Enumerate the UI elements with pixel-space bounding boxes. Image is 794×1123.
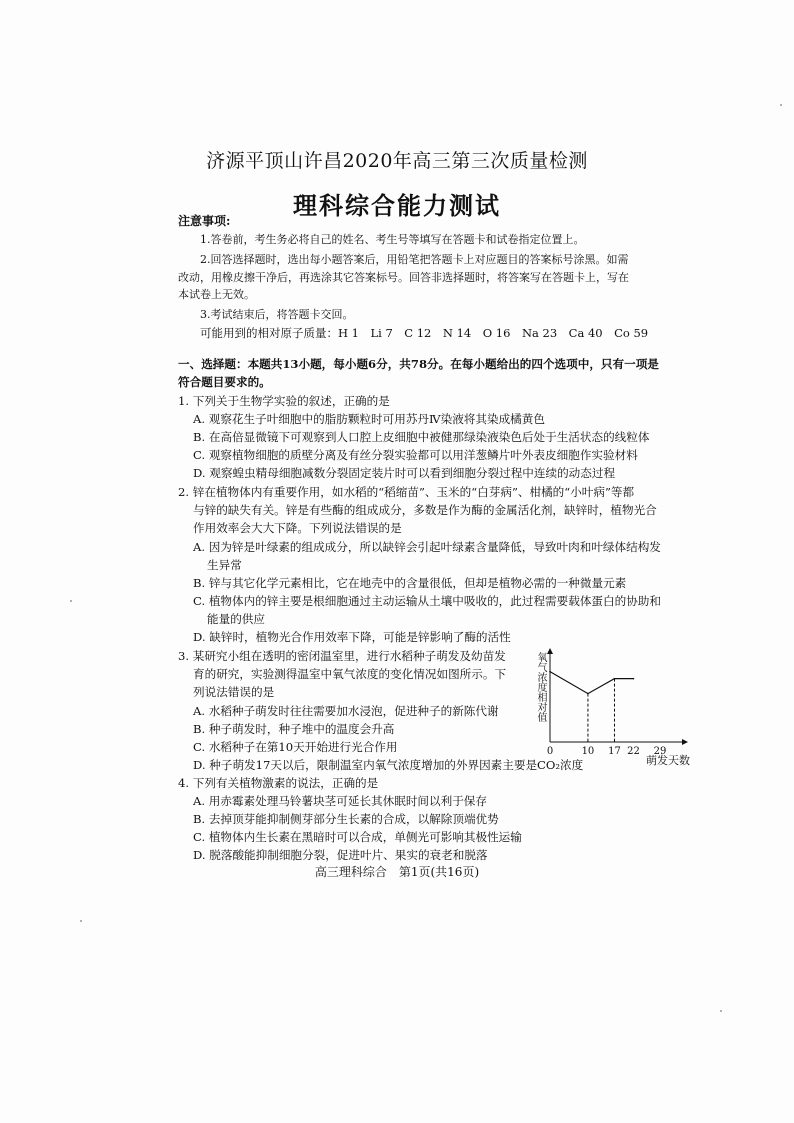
data-point [614,678,616,680]
section-heading-line1: 一、选择题：本题共13小题，每小题6分，共78分。在每小题给出的四个选项中，只有一项是 [178,357,659,371]
x-tick-label: 10 [581,746,595,757]
x-tick-label: 22 [627,746,640,757]
q2-option-a-line1: A. 因为锌是叶绿素的组成成分，所以缺锌会引起叶绿素含量降低，导致叶肉和叶绿体结构发 [193,540,661,554]
q4-option-a: A. 用赤霉素处理马铃薯块茎可延长其休眠时间以利于保存 [193,794,487,808]
q1-stem: 1. 下列关于生物学实验的叙述，正确的是 [178,394,390,408]
q2-option-c-line2: 能量的供应 [207,612,265,626]
q2-stem-line3: 作用效率会大大下降。下列说法错误的是 [193,521,402,535]
q2-option-a-line2: 生异常 [207,558,242,572]
note-1: 1.答卷前，考生务必将自己的姓名、考生号等填写在答题卡和试卷指定位置上。 [200,233,585,246]
q4-option-b: B. 去掉顶芽能抑制侧芽部分生长素的合成，以解除顶端优势 [193,812,499,826]
q2-option-d: D. 缺锌时，植物光合作用效率下降，可能是锌影响了酶的活性 [193,630,511,644]
q3-option-a: A. 水稻种子萌发时往往需要加水浸泡，促进种子的新陈代谢 [193,704,499,718]
q3-stem-line1: 3. 某研究小组在透明的密闭温室里，进行水稻种子萌发及幼苗发 [178,649,506,663]
scan-speck [720,1010,722,1012]
chart-y-label: 氧气浓度相对值 [535,652,546,722]
q4-option-c: C. 植物体内生长素在黑暗时可以合成，单侧光可影响其极性运输 [193,830,522,844]
q3-option-d: D. 种子萌发17天以后，限制温室内氧气浓度增加的外界因素主要是CO₂浓度 [193,758,584,772]
note-2-line3: 本试卷上无效。 [178,288,255,301]
q3-option-b: B. 种子萌发时，种子堆中的温度会升高 [193,722,395,736]
q2-option-c-line1: C. 植物体内的锌主要是根细胞通过主动运输从土壤中吸收的，此过程需要载体蛋白的协助和 [193,594,661,608]
note-3: 3.考试结束后，将答题卡交回。 [200,308,354,321]
note-2-line2: 改动，用橡皮擦干净后，再选涂其它答案标号。回答非选择题时，将答案写在答题卡上，写在 [178,271,629,284]
exam-subtitle: 理科综合能力测试 [293,191,501,220]
scan-speck [780,104,782,106]
q2-option-b: B. 锌与其它化学元素相比，它在地壳中的含量很低，但却是植物必需的一种微量元素 [193,576,627,590]
note-2-line1: 2.回答选择题时，选出每小题答案后，用铅笔把答题卡上对应题目的答案标号涂黑。如需 [200,253,629,266]
x-tick-label: 0 [546,746,554,757]
q4-option-d: D. 脱落酸能抑制细胞分裂，促进叶片、果实的衰老和脱落 [193,848,488,862]
exam-title: 济源平顶山许昌2020年高三第三次质量检测 [206,150,588,172]
q1-option-c: C. 观察植物细胞的质壁分离及有丝分裂实验都可以用洋葱鳞片叶外表皮细胞作实验材料 [193,448,638,462]
data-point [549,671,551,673]
x-axis-label: 萌发天数 [646,754,690,766]
scan-speck [80,920,82,922]
oxygen-chart [526,646,708,766]
x-tick-label: 17 [608,746,621,757]
section-heading-line2: 符合题目要求的。 [178,375,271,389]
x-tick-label: 29 [653,746,667,757]
q2-stem-line2: 与锌的缺失有关。锌是有些酶的组成成分，多数是作为酶的金属活化剂，缺锌时，植物光合 [193,503,657,517]
q3-stem-line3: 列说法错误的是 [193,685,275,699]
y-axis-arrow [547,648,553,654]
data-point [633,678,635,680]
q4-stem: 4. 下列有关植物激素的说法，正确的是 [178,776,379,790]
notes-heading: 注意事项: [178,214,231,228]
scan-speck [70,600,72,602]
q3-stem-line2: 育的研究，实验测得温室中氧气浓度的变化情况如图所示。下 [193,667,507,681]
oxygen-series-line [550,672,633,694]
q1-option-a: A. 观察花生子叶细胞中的脂肪颗粒时可用苏丹Ⅳ染液将其染成橘黄色 [193,412,545,426]
page-footer: 高三理科综合 第1页(共16页) [314,865,480,879]
x-axis-arrow [682,739,688,745]
atomic-masses: 可能用到的相对原子质量：H 1 Li 7 C 12 N 14 O 16 Na 23 Ca 40 Co 59 [200,326,649,340]
q1-option-d: D. 观察蝗虫精母细胞减数分裂固定装片时可以看到细胞分裂过程中连续的动态过程 [193,466,616,480]
q1-option-b: B. 在高倍显微镜下可观察到人口腔上皮细胞中被健那绿染液染色后处于生活状态的线粒体 [193,430,650,444]
q2-stem-line1: 2. 锌在植物体内有重要作用，如水稻的“稻缩苗”、玉米的“白芽病”、柑橘的“小叶病”等都 [178,485,635,499]
q3-option-c: C. 水稻种子在第10天开始进行光合作用 [193,740,398,754]
data-point [587,693,589,695]
